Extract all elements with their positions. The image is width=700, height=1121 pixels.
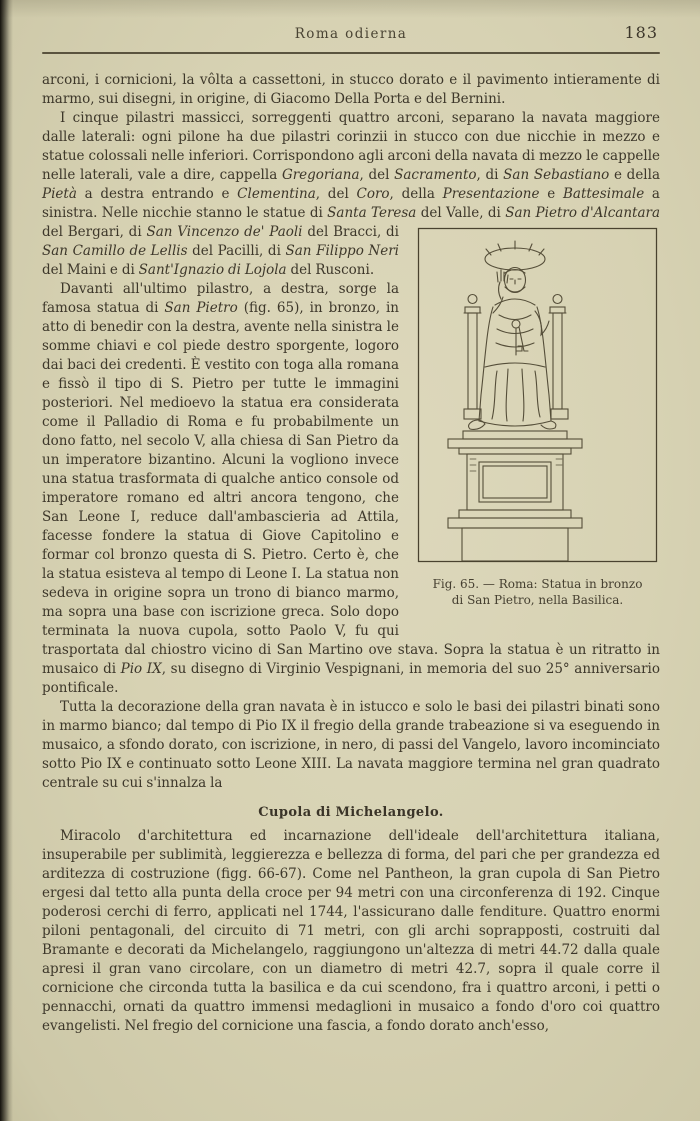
figure-65	[415, 225, 660, 608]
figure-caption-line-1: Fig. 65. — Roma: Statua in bronzo	[432, 577, 643, 591]
paragraph-2-text-a: I cinque pilastri massicci, sorreggenti quattro arconi, separano la navata maggiore dalle laterali: ogni pilone ha due pilastri corinzii in stucco con due nicchie in mezzo e statue colossali nelle inferiori. Corrispondono agli arconi della navata di mezzo le cappelle nelle laterali, vale a dire, cappella Gregoriana, del Sacramento, di San Sebastiano e della Pietà a destra entrando e Clementina, del Coro, della Presentazione e Battesimale a sinistra. Nelle nicchie stanno le statue di Santa Teresa del	[42, 110, 660, 221]
scan-top-shadow	[0, 0, 700, 18]
paragraph-4: Tutta la decorazione della gran navata è in istucco e solo le basi dei pilastri binati sono in marmo bianco; dal tempo di Pio IX il fregio della grande trabeazione si va eseguendo in musaico, a sfondo dorato, con iscrizione, in nero, di passi del Vangelo, lavoro incominciato sotto Pio IX e continuato sotto Leone XIII. La navata maggiore termina nel gran quadrato centrale su cui s'innalza la	[42, 699, 660, 791]
section-heading: Cupola di Michelangelo.	[258, 805, 444, 820]
body-text	[42, 71, 660, 1036]
page-header	[42, 24, 660, 42]
page-number: 183	[624, 23, 658, 42]
paragraph-1: arconi, i cornicioni, la vôlta a cassettoni, in stucco dorato e il pavimento intieramente di marmo, sui disegni, in origine, di Giacomo Della Porta e del Bernini.	[42, 72, 660, 107]
statue-engraving-illustration	[415, 225, 660, 565]
paragraph-2-text-b: Valle, di San Pietro d'Alcantara del Bergari, di San Vincenzo de' Paoli del Bracci, di San Camillo de Lellis del Pacilli, di San Filippo Neri del Maini e di Sant'Ignazio di Lojola del Rusconi.	[42, 205, 661, 278]
header-rule	[42, 52, 660, 54]
paragraph-5: Miracolo d'architettura ed incarnazione dell'ideale dell'architettura italiana, insuperabile per sublimità, leggierezza e bellezza di forma, del pari che per grandezza ed arditezza di costruzione (figg. 66-67). Come nel Pantheon, la gran cupola di San Pietro ergesi dal tetto alla punta della croce per 94 metri con una circonferenza di 192. Cinque poderosi cerchi di ferro, applicati nel 1744, l'assicurano dalle fenditure. Quattro enormi piloni pentagonali, del circuito di 71 metri, con gli archi soprapposti, costruiti dal Bramante e decorati da Michelangelo, raggiungono un'altezza di metri 44.72 dalla quale apresi il gran vano circolare, con un diametro di metri 42.7, sopra il quale corre il cornicione che circonda tutta la basilica e da cui scendono, fra i quattro arconi, i petti o pennacchi, ornati da quattro immensi medaglioni in musaico a fondo d'oro coi quattro evangelisti. Nel fregio del cornicione una fascia, a fondo dorato anch'esso,	[42, 828, 660, 1034]
paragraph-3: Davanti all'ultimo pilastro, a destra, sorge la famosa statua di San Pietro (fig. 65), in bronzo, in atto di benedir con la destra, avente nella sinistra le somme chiavi e col piede destro sporgente, logoro dai baci dei credenti. È vestito con toga alla romana e fissò il tipo di S. Pietro per tutte le immagini posteriori. Nel medioevo la statua era considerata come il Palladio di Roma e fu probabilmente un dono fatto, nel secolo V, alla chiesa di San Pietro da un imperatore bizantino. Alcuni la vogliono invece una statua trasformata di qualche antico console od imperatore romano ed altri ancora tengono, che San Leone I, reduce dall'ambascieria ad Attila, facesse fondere la statua di Giove Capitolino e formar col bronzo questa di S. Pietro. Certo è, che la statua esisteva al tempo di Leone I. La statua non sedeva in origine sopra un trono di bianco marmo, ma sopra una base con iscrizione greca. Solo dopo terminata la nuova cupola, sotto Paolo V, fu qui trasportata dal chiostro vicino di San Martino ove stava. Sopra la statua è un ritratto in musaico di Pio IX, su disegno di Virginio Vespignani, in memoria del suo 25° anniversario pontificale.	[42, 281, 660, 696]
figure-caption-line-2: di San Pietro, nella Basilica.	[451, 593, 624, 607]
running-head: Roma odierna	[294, 26, 408, 42]
figure-caption	[415, 576, 660, 608]
scan-left-shadow	[0, 0, 13, 1121]
